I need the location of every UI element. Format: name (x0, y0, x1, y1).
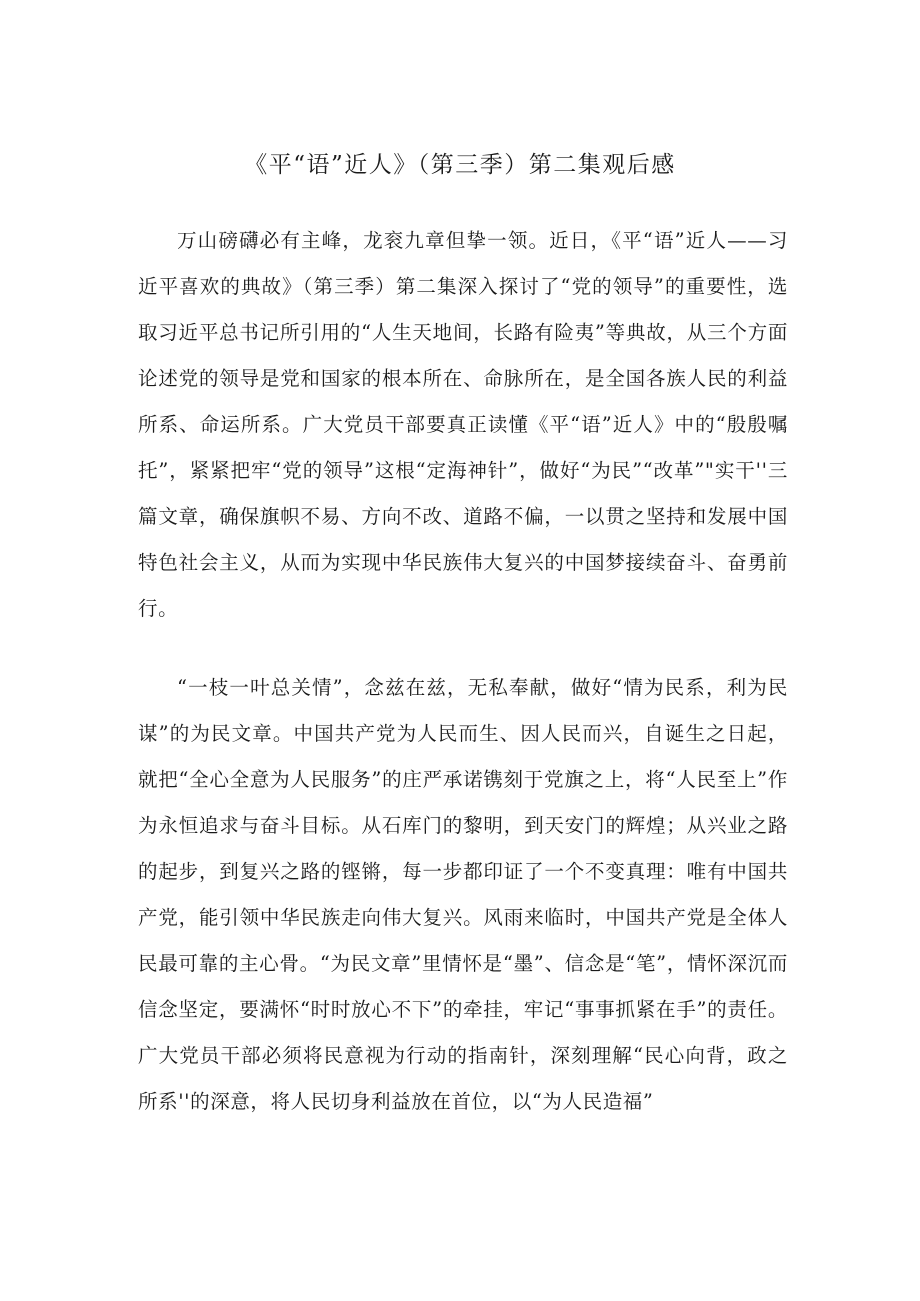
paragraph-2: “一枝一叶总关情”，念兹在兹，无私奉献，做好“情为民系，利为民谋”的为民文章。中国共产党为人民而生、因人民而兴，自诞生之日起，就把“全心全意为人民服务”的庄严承诺镌刻于党旗之上，将“人民至上”作为永恒追求与奋斗目标。从石库门的黎明，到天安门的辉煌；从兴业之路的起步，到复兴之路的铿锵，每一步都印证了一个不变真理：唯有中国共产党，能引领中华民族走向伟大复兴。风雨来临时，中国共产党是全体人民最可靠的主心骨。“为民文章”里情怀是“墨”、信念是“笔”，情怀深沉而信念坚定，要满怀“时时放心不下”的牵挂，牢记“事事抓紧在手”的责任。广大党员干部必须将民意视为行动的指南针，深刻理解“民心向背，政之所系''的深意，将人民切身利益放在首位，以“为人民造福” (138, 676, 788, 1113)
paragraph-1: 万山磅礴必有主峰，龙衮九章但挚一领。近日，《平“语”近人——习近平喜欢的典故》（第三季）第二集深入探讨了“党的领导”的重要性，选取习近平总书记所引用的“人生天地间，长路有险夷”等典故，从三个方面论述党的领导是党和国家的根本所在、命脉所在，是全国各族人民的利益所系、命运所系。广大党员干部要真正读懂《平“语”近人》中的“殷殷嘱托”，紧紧把牢“党的领导”这根“定海神针”，做好“为民”“改革”"实干''三篇文章，确保旗帜不易、方向不改、道路不偏，一以贯之坚持和发展中国特色社会主义，从而为实现中华民族伟大复兴的中国梦接续奋斗、奋勇前行。 (138, 229, 788, 620)
document-title: 《平“语”近人》（第三季）第二集观后感 (244, 152, 676, 178)
